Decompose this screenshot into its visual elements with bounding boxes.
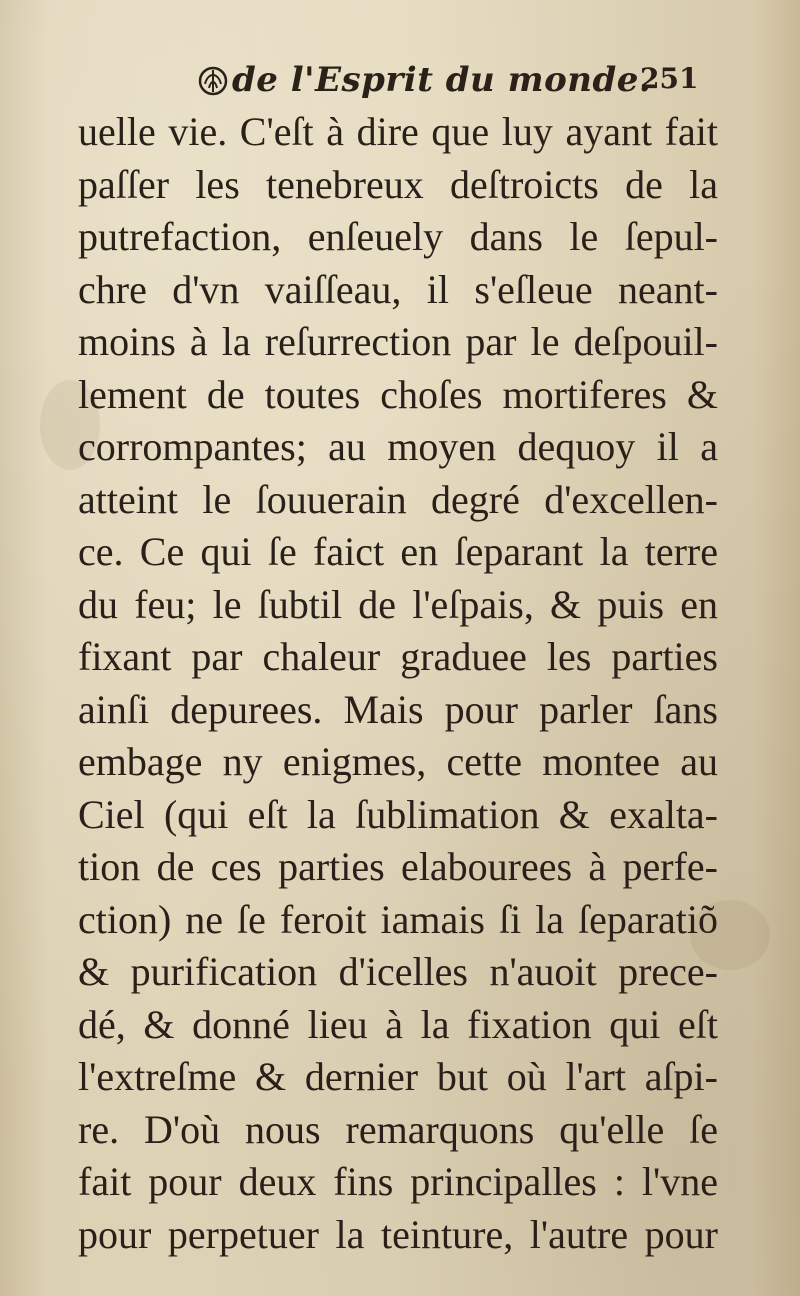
page-number: 251	[640, 62, 699, 95]
text-line: putrefaction, enſeuely dans le ſepul-	[78, 214, 718, 259]
text-line: Ciel (qui eſt la ſublimation & exalta-	[78, 791, 718, 837]
text-line: ction) ne ſe feroit iamais ſi la ſeparatiõ	[78, 896, 718, 942]
running-head: de l'Esprit du monde.	[232, 60, 652, 100]
fleuron-icon	[196, 64, 230, 98]
text-line: ainſi depurees. Mais pour parler ſans	[78, 686, 718, 732]
text-line: atteint le ſouuerain degré d'excellen-	[78, 476, 718, 522]
text-line: paſſer les tenebreux deſtroicts de la	[78, 161, 718, 207]
text-line: uelle vie. C'eſt à dire que luy ayant fait	[78, 109, 718, 154]
text-line: tion de ces parties elabourees à perfe-	[78, 844, 718, 889]
text-line: re. D'où nous remarquons qu'elle ſe	[78, 1106, 718, 1152]
text-line: l'extreſme & dernier but où l'art aſpi-	[78, 1054, 718, 1099]
text-line: lement de toutes choſes mortiferes &	[78, 371, 718, 417]
text-line: fait pour deux fins principalles : l'vne	[78, 1159, 718, 1204]
text-line: du feu; le ſubtil de l'eſpais, & puis en	[78, 581, 718, 627]
text-line: embage ny enigmes, cette montee au	[78, 739, 718, 784]
text-line: moins à la reſurrection par le deſpouil-	[78, 319, 718, 364]
text-line: & purification d'icelles n'auoit prece-	[78, 949, 718, 994]
text-line: pour perpetuer la teinture, l'autre pour	[78, 1211, 718, 1257]
text-line: chre d'vn vaiſſeau, il s'eſleue neant-	[78, 266, 718, 312]
text-line: fixant par chaleur graduee les parties	[78, 634, 718, 679]
body-text	[78, 106, 718, 1261]
text-line: corrompantes; au moyen dequoy il a	[78, 424, 718, 469]
page-header	[0, 58, 800, 108]
text-line: dé, & donné lieu à la fixation qui eſt	[78, 1001, 718, 1047]
text-line: ce. Ce qui ſe faict en ſeparant la terre	[78, 529, 718, 574]
